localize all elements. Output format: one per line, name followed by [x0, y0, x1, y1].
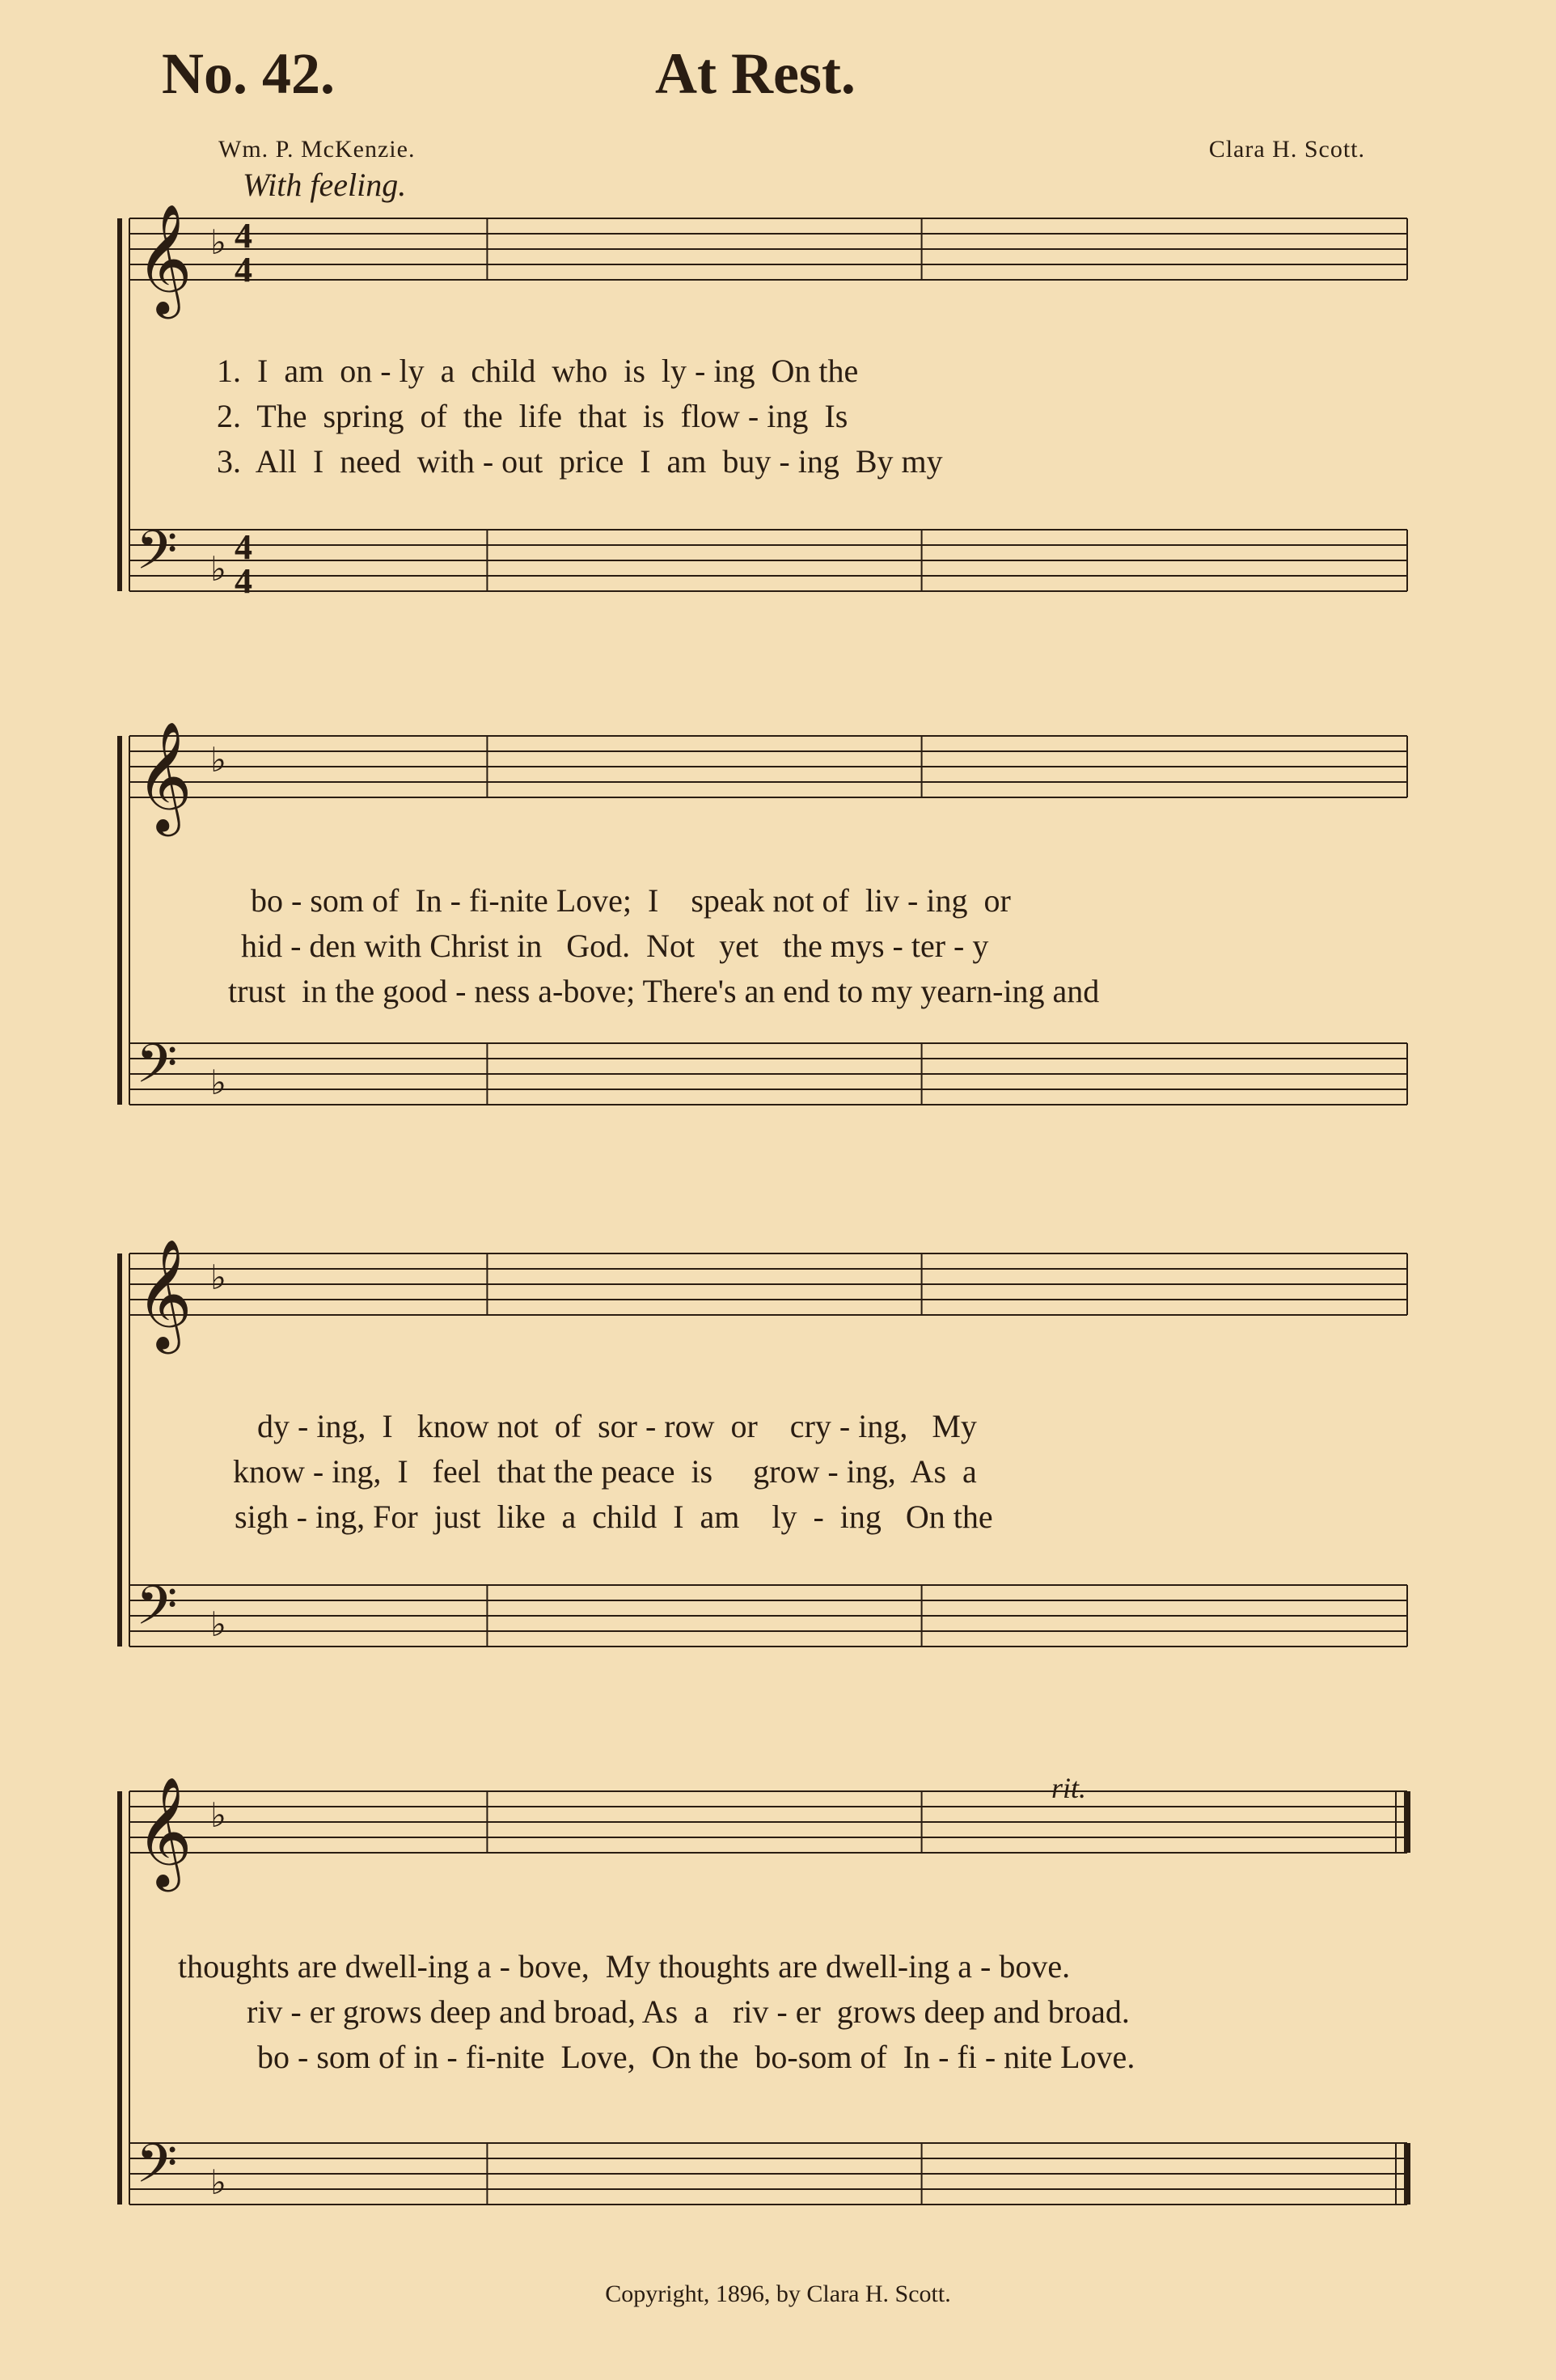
bass-clef-icon: 𝄢 [136, 2133, 178, 2208]
key-signature-flat-icon: ♭ [210, 549, 226, 589]
treble-clef-icon: 𝄞 [136, 202, 192, 314]
lyric-line-1: thoughts are dwell-ing a - bove, My thoughts are dwell-ing a - bove. [178, 1948, 1071, 1985]
treble-clef-icon: 𝄞 [136, 1237, 192, 1349]
composer-credit: Clara H. Scott. [1208, 136, 1365, 163]
lyric-line-3: trust in the good - ness a-bove; There's an end to my yearn-ing and [228, 973, 1100, 1009]
lyric-line-2: know - ing, I feel that the peace is grow - ing, As a [233, 1453, 977, 1490]
key-signature-flat-icon: ♭ [210, 1258, 226, 1297]
ritardando-marking: rit. [1051, 1772, 1087, 1804]
lyric-line-3: sigh - ing, For just like a child I am ly - ing On the [235, 1499, 993, 1535]
bass-clef-icon: 𝄢 [136, 1033, 178, 1108]
key-signature-flat-icon: ♭ [210, 1795, 226, 1835]
treble-clef-icon: 𝄞 [136, 720, 192, 831]
system-4 [113, 1771, 1423, 2248]
time-signature-top: 4 [235, 527, 252, 567]
bass-clef-icon: 𝄢 [136, 1575, 178, 1650]
time-signature-bottom: 4 [235, 250, 252, 290]
hymn-number: No. 42. [162, 41, 335, 106]
lyric-line-2: riv - er grows deep and broad, As a riv - er grows deep and broad. [247, 1993, 1130, 2030]
lyric-line-3: bo - som of in - fi-nite Love, On the bo-som of In - fi - nite Love. [257, 2039, 1135, 2075]
tempo-marking: With feeling. [243, 167, 407, 203]
time-signature-bottom: 4 [235, 561, 252, 601]
lyric-line-1: 1. I am on - ly a child who is ly - ing On the [217, 353, 859, 389]
system-3 [113, 1237, 1423, 1698]
lyric-line-1: bo - som of In - fi-nite Love; I speak not of liv - ing or [251, 882, 1011, 919]
bass-clef-icon: 𝄢 [136, 519, 178, 594]
key-signature-flat-icon: ♭ [210, 222, 226, 262]
key-signature-flat-icon: ♭ [210, 1604, 226, 1644]
lyric-line-1: dy - ing, I know not of sor - row or cry - ing, My [257, 1408, 977, 1444]
lyric-line-2: hid - den with Christ in God. Not yet the mys - ter - y [241, 928, 989, 964]
key-signature-flat-icon: ♭ [210, 2162, 226, 2202]
treble-clef-icon: 𝄞 [136, 1775, 192, 1887]
time-signature-top: 4 [235, 216, 252, 256]
lyric-line-3: 3. All I need with - out price I am buy - ing By my [217, 443, 943, 480]
copyright-notice: Copyright, 1896, by Clara H. Scott. [605, 2281, 951, 2307]
author-credit: Wm. P. McKenzie. [218, 136, 416, 163]
hymn-title: At Rest. [655, 41, 856, 106]
key-signature-flat-icon: ♭ [210, 1063, 226, 1102]
system-2 [113, 720, 1423, 1152]
lyric-line-2: 2. The spring of the life that is flow - ing Is [217, 398, 848, 434]
key-signature-flat-icon: ♭ [210, 740, 226, 780]
system-1 [113, 202, 1423, 627]
